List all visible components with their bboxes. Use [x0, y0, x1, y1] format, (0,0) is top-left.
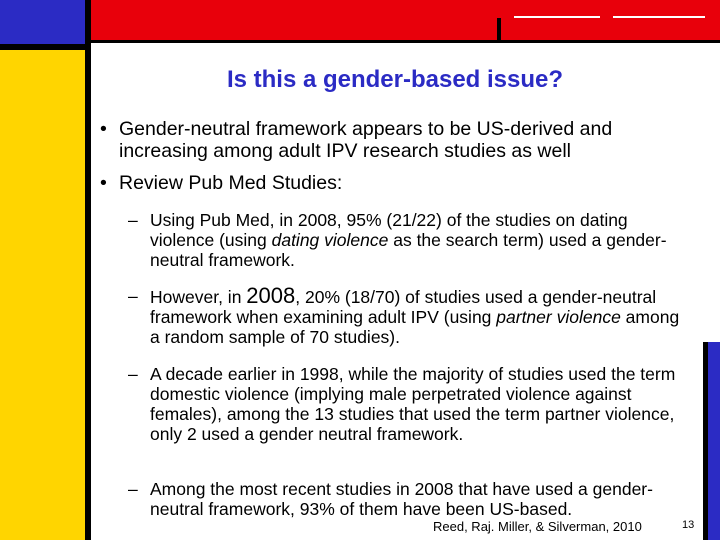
header-rule-2: [613, 16, 705, 18]
red-header-bar: [91, 0, 720, 40]
bullet-text: Review Pub Med Studies:: [119, 172, 343, 194]
header-tick: [497, 18, 501, 40]
slide-title: Is this a gender-based issue?: [226, 66, 564, 93]
bullet-item: [100, 172, 690, 194]
blue-side-block: [708, 342, 720, 540]
sub-bullet-item: [128, 479, 688, 519]
sub-bullet-item: [128, 210, 688, 270]
header-rule-1: [514, 16, 600, 18]
sub-bullet-text: A decade earlier in 1998, while the majority of studies used the term domestic violence (implying male perpetrated violence against females), among the 13 studies that used the term partner violence, only 2 used a gender neutral framework.: [150, 364, 676, 444]
page-number: 13: [682, 519, 695, 531]
bullet-item: [100, 118, 690, 162]
sub-bullet-item: [128, 283, 688, 347]
dash-marker: –: [128, 286, 138, 306]
bullet-marker: •: [100, 118, 107, 140]
horizontal-divider-left: [0, 44, 91, 50]
citation: Reed, Raj. Miller, & Silverman, 2010: [433, 519, 642, 534]
sub-bullet-text: Using Pub Med, in 2008, 95% (21/22) of the studies on dating violence (using dating violence as the search term) used a gender-neutral framework.: [150, 210, 667, 270]
sub-bullet-text: However, in 2008, 20% (18/70) of studies used a gender-neutral framework when examining adult IPV (using partner violence among a random sample of 70 studies).: [150, 283, 680, 347]
sub-bullet-item: [128, 364, 688, 444]
yellow-side-bar: [0, 50, 85, 540]
dash-marker: –: [128, 210, 138, 230]
bullet-marker: •: [100, 172, 107, 194]
dash-marker: –: [128, 364, 138, 384]
horizontal-divider-top: [85, 40, 720, 43]
sub-bullet-text: Among the most recent studies in 2008 that have used a gender-neutral framework, 93% of them have been US-based.: [150, 479, 653, 519]
blue-corner-block: [0, 0, 88, 44]
vertical-divider: [85, 0, 91, 540]
dash-marker: –: [128, 479, 138, 499]
bullet-text: Gender-neutral framework appears to be US-derived and increasing among adult IPV research studies as well: [119, 118, 613, 162]
